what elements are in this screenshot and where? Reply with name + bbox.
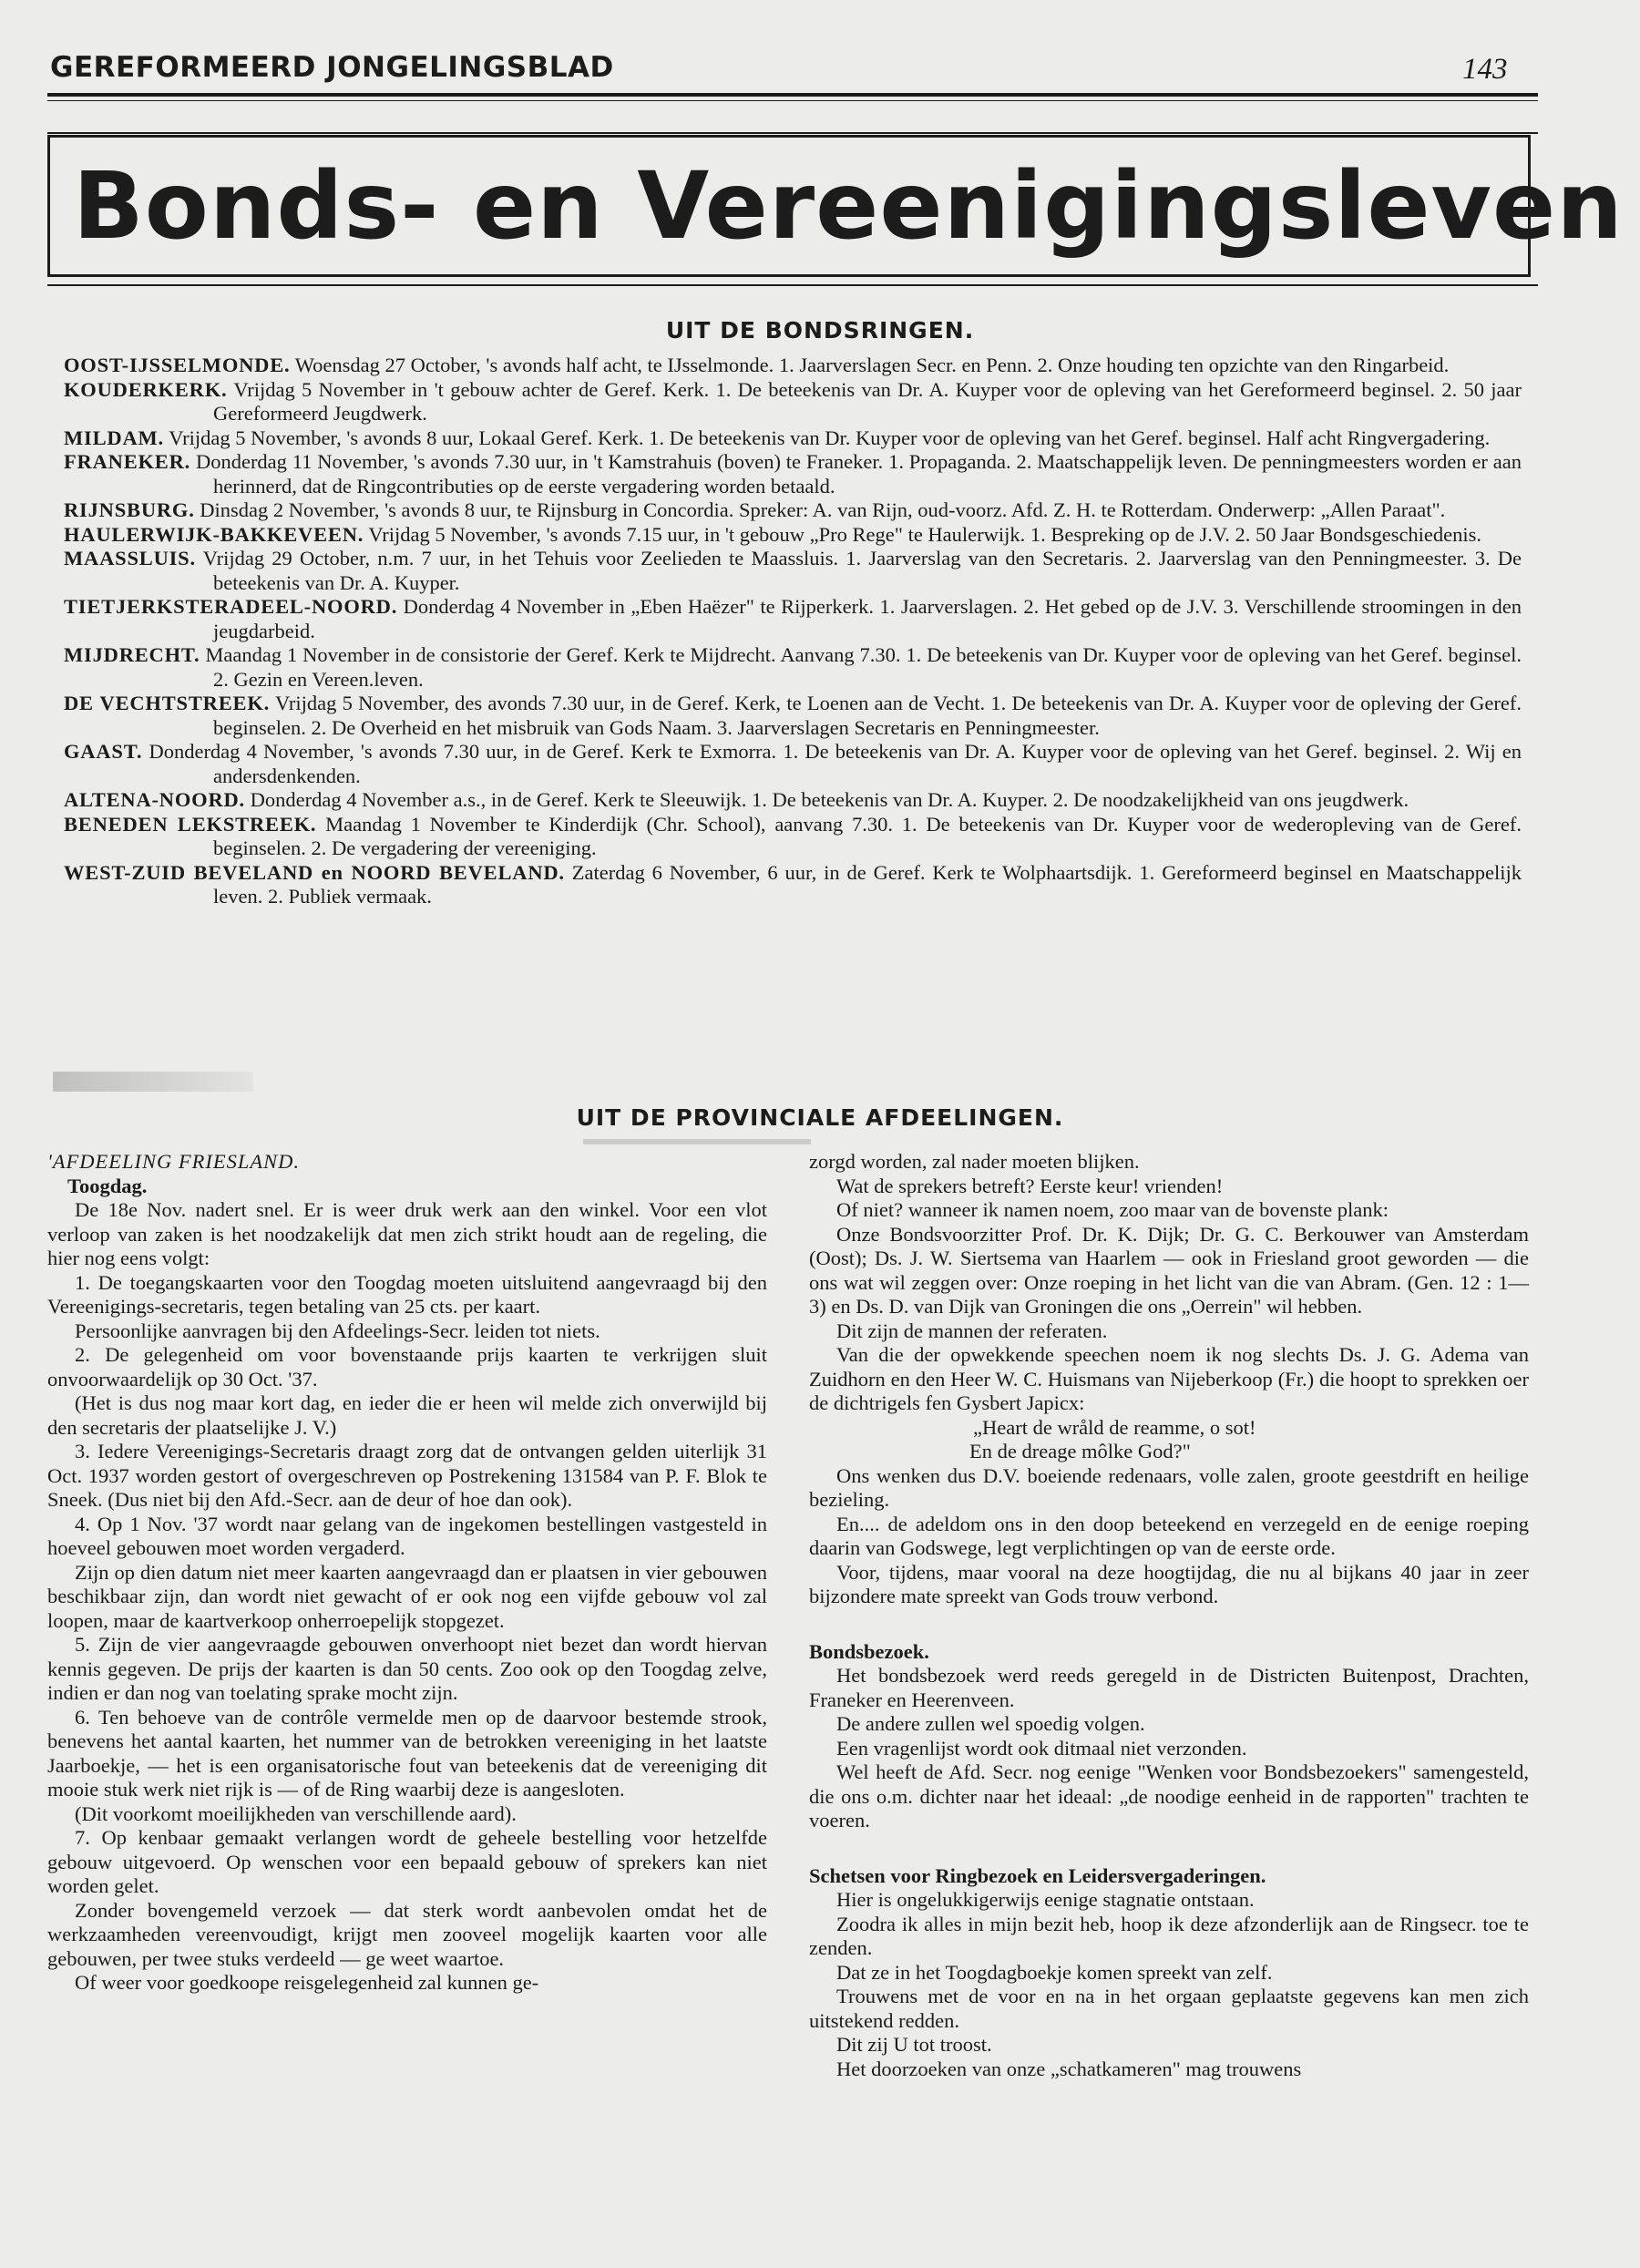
ring-entry xyxy=(64,788,1522,813)
paragraph: 2. De gelegenheid om voor bovenstaande prijs kaarten te verkrijgen sluit onvoorwaardelijk op 30 Oct. '37. xyxy=(47,1343,767,1391)
ring-text: Vrijdag 29 October, n.m. 7 uur, in het Tehuis voor Zeelieden te Maassluis. 1. Jaarverslag van den Secretaris. 2. Jaarverslag van den Penningmeester. 3. De beteekenis van Dr. A. Kuyper. xyxy=(202,547,1522,594)
ring-name: GAAST. xyxy=(64,740,143,763)
ring-name: OOST-IJSSELMONDE. xyxy=(64,354,291,376)
section-title: Bonds- en Vereenigingsleven xyxy=(73,152,1624,261)
paragraph: zorgd worden, zal nader moeten blijken. xyxy=(809,1150,1140,1173)
paragraph: Voor, tijdens, maar vooral na deze hoogtijdag, die nu al bijkans 40 jaar in zeer bijzondere mate spreekt van Gods trouw verbond. xyxy=(809,1560,1529,1607)
ring-text: Donderdag 4 November a.s., in de Geref. Kerk te Sleeuwijk. 1. De beteekenis van Dr. A. Kuyper. 2. De noodzakelijkheid van ons jeugdwerk. xyxy=(250,788,1409,811)
ring-entry xyxy=(64,740,1522,788)
paragraph: 1. De toegangskaarten voor den Toogdag moeten uitsluitend aangevraagd bij den Vereenigings-secretaris, tegen betaling van 25 cts. per kaart. xyxy=(47,1270,767,1318)
ring-entry xyxy=(64,692,1522,740)
ring-entry xyxy=(64,523,1522,548)
paragraph: De 18e Nov. nadert snel. Er is weer druk werk aan den winkel. Voor een vlot verloop van zaken is het noodzakelijk dat men zich strikt houdt aan de regeling, die hier nog eens volgt: xyxy=(47,1198,767,1269)
toogdag-heading: Toogdag. xyxy=(67,1174,148,1197)
paragraph: De andere zullen wel spoedig volgen. xyxy=(836,1712,1145,1735)
paragraph: (Het is dus nog maar kort dag, en ieder die er heen wil melde zich onverwijld bij den secretaris der plaatselijke J. V.) xyxy=(47,1391,767,1439)
paragraph: Wel heeft de Afd. Secr. nog eenige "Wenken voor Bondsbezoekers" samengesteld, die ons o.m. dichter naar het ideaal: „de noodige eenheid in de rapporten" trachten te voeren. xyxy=(809,1760,1529,1832)
ring-entry xyxy=(64,643,1522,692)
paragraph: 7. Op kenbaar gemaakt verlangen wordt de geheele bestelling voor hetzelfde gebouw uitgevoerd. Op wenschen voor een bepaald gebouw of sprekers kan niet worden gelet. xyxy=(47,1826,767,1897)
left-column xyxy=(47,1150,767,1996)
paragraph: Dit zij U tot troost. xyxy=(836,2033,992,2056)
ring-name: HAULERWIJK-BAKKEVEEN. xyxy=(64,522,364,546)
header-rule-thin xyxy=(47,100,1538,101)
ring-text: Vrijdag 5 November, 's avonds 8 uur, Lokaal Geref. Kerk. 1. De beteekenis van Dr. Kuyper voor de opleving van het Geref. beginsel. Half acht Ringvergadering. xyxy=(169,426,1491,449)
paragraph: Van die der opwekkende speechen noem ik nog slechts Ds. J. G. Adema van Zuidhorn en den Heer W. C. Huismans van Nijeberkoop (Fr.) die hoopt to sprekken oer de dichtrigels fen Gysbert Japicx: xyxy=(809,1343,1529,1414)
ring-entry xyxy=(64,595,1522,643)
paragraph: Zoodra ik alles in mijn bezit heb, hoop ik deze afzonderlijk aan de Ringsecr. toe te zenden. xyxy=(809,1912,1529,1959)
schetsen-heading: Schetsen voor Ringbezoek en Leidersvergaderingen. xyxy=(809,1863,1266,1887)
ring-name: FRANEKER. xyxy=(64,450,191,473)
ring-name: ALTENA-NOORD. xyxy=(64,788,245,811)
ring-text: Maandag 1 November te Kinderdijk (Chr. School), aanvang 7.30. 1. De beteekenis van Dr. Kuyper voor de wederopleving van de Geref. beginselen. 2. De vergadering der vereeniging. xyxy=(213,812,1522,859)
paragraph: 5. Zijn de vier aangevraagde gebouwen onverhoopt niet bezet dan wordt hiervan kennis gegeven. De prijs der kaarten is dan 50 cents. Zoo ook op den Toogdag zelve, indien er dan nog van toelating sprake mocht zijn. xyxy=(47,1633,767,1704)
ring-entry xyxy=(64,547,1522,595)
paragraph: Wat de sprekers betreft? Eerste keur! vrienden! xyxy=(836,1174,1224,1197)
paragraph: Zijn op dien datum niet meer kaarten aangevraagd dan er plaatsen in vier gebouwen beschikbaar zijn, dan wordt niet gewacht of er ook nog een vijfde gebouw vol zal loopen, maar de kaartverkoop onherroepelijk stopgezet. xyxy=(47,1560,767,1632)
page-number: 143 xyxy=(1462,53,1508,86)
ring-text: Vrijdag 5 November in 't gebouw achter de Geref. Kerk. 1. De beteekenis van Dr. A. Kuyper voor de opleving van het Gereformeerd beginsel. 2. 50 jaar Gereformeerd Jeugdwerk. xyxy=(213,377,1522,425)
title-rule-bottom xyxy=(47,284,1538,286)
ring-entry xyxy=(64,426,1522,451)
ring-name: MILDAM. xyxy=(64,426,164,449)
poem-line: En de dreage môlke God?" xyxy=(969,1440,1191,1462)
running-head: GEREFORMEERD JONGELINGSBLAD xyxy=(50,51,614,84)
title-rule-top xyxy=(47,132,1538,134)
ring-name: KOUDERKERK. xyxy=(64,377,228,401)
ring-entry xyxy=(64,378,1522,426)
ring-text: Dinsdag 2 November, 's avonds 8 uur, te Rijnsburg in Concordia. Spreker: A. van Rijn, oud-voorz. Afd. Z. H. te Rotterdam. Onderwerp: „Allen Paraat". xyxy=(200,498,1446,521)
paragraph: Een vragenlijst wordt ook ditmaal niet verzonden. xyxy=(836,1736,1247,1760)
right-column xyxy=(809,1150,1529,2081)
paragraph: Hier is ongelukkigerwijs eenige stagnatie ontstaan. xyxy=(836,1888,1255,1911)
ring-text: Donderdag 4 November, 's avonds 7.30 uur, in de Geref. Kerk te Exmorra. 1. De beteekenis van Dr. A. Kuyper voor de opleving van het Geref. beginsel. 2. Wij en andersdenkenden. xyxy=(149,740,1522,787)
paragraph: Of niet? wanneer ik namen noem, zoo maar van de bovenste plank: xyxy=(836,1198,1389,1221)
ring-name: TIETJERKSTERADEEL-NOORD. xyxy=(64,595,398,618)
paragraph: En.... de adeldom ons in den doop beteekend en verzegeld en de eenige roeping daarin van Godswege, legt verplichtingen op van de eerste orde. xyxy=(809,1512,1529,1559)
ring-text: Vrijdag 5 November, 's avonds 7.15 uur, in 't gebouw „Pro Rege" te Haulerwijk. 1. Bespreking op de J.V. 2. 50 Jaar Bondsgeschiedenis. xyxy=(368,522,1482,546)
paragraph: Onze Bondsvoorzitter Prof. Dr. K. Dijk; Dr. G. C. Berkouwer van Amsterdam (Oost); Ds. J. W. Siertsema van Haarlem — ook in Friesland groot geworden — die ons wat wil zeggen over: Onze roeping in het licht van die van Abram. (Gen. 12 : 1—3) en Ds. D. van Dijk van Groningen die ons „Oerrein" wil hebben. xyxy=(809,1222,1529,1318)
bondsbezoek-heading: Bondsbezoek. xyxy=(809,1639,929,1663)
ring-entry xyxy=(64,450,1522,498)
ring-text: Donderdag 11 November, 's avonds 7.30 uur, in 't Kamstrahuis (boven) te Franeker. 1. Propaganda. 2. Maatschappelijk leven. De penningmeesters worden er aan herinnerd, dat de Ringcontributies op de eerste vergadering worden betaald. xyxy=(195,450,1522,498)
paragraph: Zonder bovengemeld verzoek — dat sterk wordt aanbevolen omdat het de werkzaamheden vereenvoudigt, krijgt men zooveel mogelijk kaarten voor alle gebouwen, per twee stuks verdeeld — ge weet waartoe. xyxy=(47,1898,767,1970)
ring-entry xyxy=(64,354,1522,378)
ring-text: Zaterdag 6 November, 6 uur, in de Geref. Kerk te Wolphaartsdijk. 1. Gereformeerd beginsel en Maatschappelijk leven. 2. Publiek vermaak. xyxy=(213,860,1522,908)
ring-text: Donderdag 4 November in „Eben Haëzer" te Rijperkerk. 1. Jaarverslagen. 2. Het gebed op de J.V. 3. Verschillende stroomingen in den jeugdarbeid. xyxy=(213,595,1522,642)
ring-name: BENEDEN LEKSTREEK. xyxy=(64,812,317,836)
paragraph: Het doorzoeken van onze „schatkameren" mag trouwens xyxy=(836,2057,1302,2080)
paragraph: 4. Op 1 Nov. '37 wordt naar gelang van de ingekomen bestellingen vastgesteld in hoeveel gebouwen moet worden vergaderd. xyxy=(47,1512,767,1559)
ring-entry xyxy=(64,861,1522,909)
ring-name: WEST-ZUID BEVELAND en NOORD BEVELAND. xyxy=(64,860,565,884)
paragraph: Ons wenken dus D.V. boeiende redenaars, volle zalen, groote geestdrift en heilige bezieling. xyxy=(809,1463,1529,1511)
ring-name: MAASSLUIS. xyxy=(64,547,196,570)
ring-name: DE VECHTSTREEK. xyxy=(64,692,271,714)
ring-name: RIJNSBURG. xyxy=(64,498,195,521)
paragraph: Of weer voor goedkoope reisgelegenheid zal kunnen ge- xyxy=(75,1971,539,1994)
afdeeling-heading: 'AFDEELING FRIESLAND. xyxy=(47,1150,301,1173)
ring-text: Vrijdag 5 November, des avonds 7.30 uur, in de Geref. Kerk, te Loenen aan de Vecht. 1. De beteekenis van Dr. A. Kuyper voor de opleving der Geref. beginselen. 2. De Overheid en het misbruik van Gods Naam. 3. Jaarverslagen Secretaris en Penningmeester. xyxy=(213,692,1522,739)
poem-line: „Heart de wråld de reamme, o sot! xyxy=(973,1415,1256,1439)
header-rule xyxy=(47,93,1538,97)
paragraph: Dat ze in het Toogdagboekje komen spreekt van zelf. xyxy=(836,1960,1273,1984)
paragraph: Persoonlijke aanvragen bij den Afdeelings-Secr. leiden tot niets. xyxy=(75,1319,600,1342)
ring-name: MIJDRECHT. xyxy=(64,643,200,666)
paragraph: (Dit voorkomt moeilijkheden van verschillende aard). xyxy=(75,1801,517,1825)
print-smudge xyxy=(53,1072,253,1092)
bondsringen-heading: UIT DE BONDSRINGEN. xyxy=(665,317,975,344)
print-smudge xyxy=(583,1139,811,1144)
ring-list xyxy=(64,354,1522,909)
paragraph: 6. Ten behoeve van de contrôle vermelde men op de daarvoor bestemde strook, benevens het aantal kaarten, het nummer van de betrokken vereeniging in het laatste Jaarboekje, — het is een organisatorische fout van beteekenis dat de vereeniging dit mooie stuk werk niet rijk is — of de Ring waarbij deze is aangesloten. xyxy=(47,1705,767,1801)
paragraph: 3. Iedere Vereenigings-Secretaris draagt zorg dat de ontvangen gelden uiterlijk 31 Oct. 1937 worden gestort of overgeschreven op Postrekening 131584 van P. F. Blok te Sneek. (Dus niet bij den Afd.-Secr. aan de deur of hoe dan ook). xyxy=(47,1440,767,1511)
paragraph: Trouwens met de voor en na in het orgaan geplaatste gegevens kan men zich uitstekend redden. xyxy=(809,1985,1529,2032)
ring-entry xyxy=(64,498,1522,523)
paragraph: Dit zijn de mannen der referaten. xyxy=(836,1319,1108,1342)
provinciale-heading: UIT DE PROVINCIALE AFDEELINGEN. xyxy=(576,1104,1064,1131)
ring-text: Maandag 1 November in de consistorie der Geref. Kerk te Mijdrecht. Aanvang 7.30. 1. De beteekenis van Dr. Kuyper voor de opleving van het Geref. beginsel. 2. Gezin en Vereen.leven. xyxy=(205,643,1522,691)
ring-text: Woensdag 27 October, 's avonds half acht, te IJsselmonde. 1. Jaarverslagen Secr. en Penn. 2. Onze houding ten opzichte van den Ringarbeid. xyxy=(294,354,1450,376)
ring-entry xyxy=(64,813,1522,861)
paragraph: Het bondsbezoek werd reeds geregeld in de Districten Buitenpost, Drachten, Franeker en Heerenveen. xyxy=(809,1664,1529,1711)
